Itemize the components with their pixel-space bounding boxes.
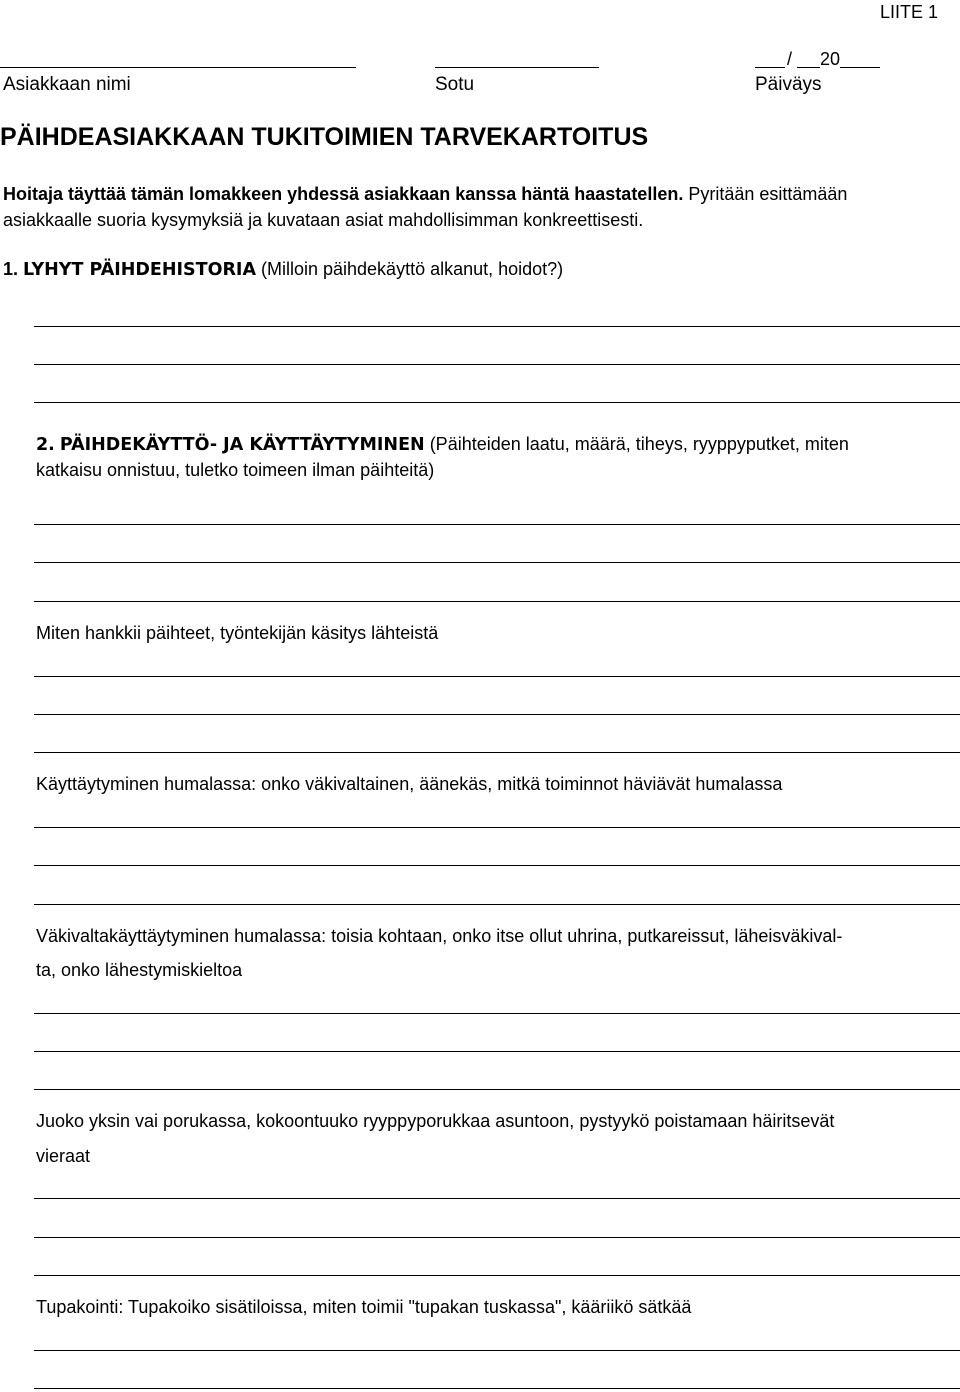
answer-line[interactable]	[34, 1013, 960, 1014]
intro-rest: Pyritään esittämään	[683, 184, 848, 204]
section-1-number: 1.	[3, 259, 19, 279]
date-day-line[interactable]	[755, 67, 785, 68]
answer-line[interactable]	[34, 827, 960, 828]
answer-line[interactable]	[34, 904, 960, 905]
date-year-line[interactable]	[840, 67, 880, 68]
answer-line[interactable]	[34, 1089, 960, 1090]
question-obtain: Miten hankkii päihteet, työntekijän käsitys lähteistä	[36, 623, 439, 643]
answer-line[interactable]	[34, 1350, 960, 1351]
date-month-line[interactable]	[797, 67, 820, 68]
ssn-line[interactable]	[435, 67, 599, 68]
answer-line[interactable]	[34, 601, 960, 602]
intro-bold: Hoitaja täyttää tämän lomakkeen yhdessä asiakkaan kanssa häntä haastatellen.	[3, 184, 684, 204]
answer-line[interactable]	[34, 562, 960, 563]
answer-line[interactable]	[34, 676, 960, 677]
answer-line[interactable]	[34, 1275, 960, 1276]
answer-line[interactable]	[34, 326, 960, 327]
client-name-line[interactable]	[0, 67, 356, 68]
answer-line[interactable]	[34, 752, 960, 753]
section-2-note-line-1: (Päihteiden laatu, määrä, tiheys, ryyppyputket, miten	[429, 434, 849, 454]
section-2-number: 2.	[36, 435, 55, 455]
section-2-title	[36, 433, 849, 456]
answer-line[interactable]	[34, 364, 960, 365]
section-1-heading: LYHYT PÄIHDEHISTORIA	[23, 260, 256, 280]
ssn-label: Sotu	[435, 74, 475, 95]
answer-line[interactable]	[34, 402, 960, 403]
question-company-line-1: Juoko yksin vai porukassa, kokoontuuko ryyppyporukkaa asuntoon, pystyykö poistamaan häiritsevät	[36, 1111, 835, 1131]
question-behavior: Käyttäytyminen humalassa: onko väkivaltainen, äänekäs, mitkä toiminnot häviävät humalassa	[36, 774, 783, 794]
question-smoking: Tupakointi: Tupakoiko sisätiloissa, miten toimii "tupakan tuskassa", kääriikö sätkää	[36, 1297, 692, 1317]
section-2-heading: PÄIHDEKÄYTTÖ- JA KÄYTTÄYTYMINEN	[59, 435, 425, 455]
answer-line[interactable]	[34, 865, 960, 866]
answer-line[interactable]	[34, 714, 960, 715]
answer-line[interactable]	[34, 1388, 960, 1389]
page-title: PÄIHDEASIAKKAAN TUKITOIMIEN TARVEKARTOITUS	[0, 123, 649, 151]
client-name-label: Asiakkaan nimi	[3, 74, 131, 95]
question-violence-line-2: ta, onko lähestymiskieltoa	[36, 960, 243, 980]
date-label: Päiväys	[755, 74, 822, 95]
section-2-note-line-2: katkaisu onnistuu, tuletko toimeen ilman päihteitä)	[36, 460, 435, 480]
section-1-title	[3, 258, 563, 281]
date-slash: /	[787, 49, 793, 69]
intro-line-2: asiakkaalle suoria kysymyksiä ja kuvataan asiat mahdollisimman konkreettisesti.	[3, 210, 644, 230]
question-violence-line-1: Väkivaltakäyttäytyminen humalassa: toisia kohtaan, onko itse ollut uhrina, putkareissut, läheisväkival-	[36, 926, 843, 946]
answer-line[interactable]	[34, 1198, 960, 1199]
answer-line[interactable]	[34, 524, 960, 525]
answer-line[interactable]	[34, 1237, 960, 1238]
appendix-label: LIITE 1	[880, 2, 939, 22]
section-1-note: (Milloin päihdekäyttö alkanut, hoidot?)	[261, 259, 564, 279]
date-year-prefix: 20	[820, 49, 841, 69]
question-company-line-2: vieraat	[36, 1146, 91, 1166]
intro-line-1	[3, 183, 847, 205]
answer-line[interactable]	[34, 1051, 960, 1052]
